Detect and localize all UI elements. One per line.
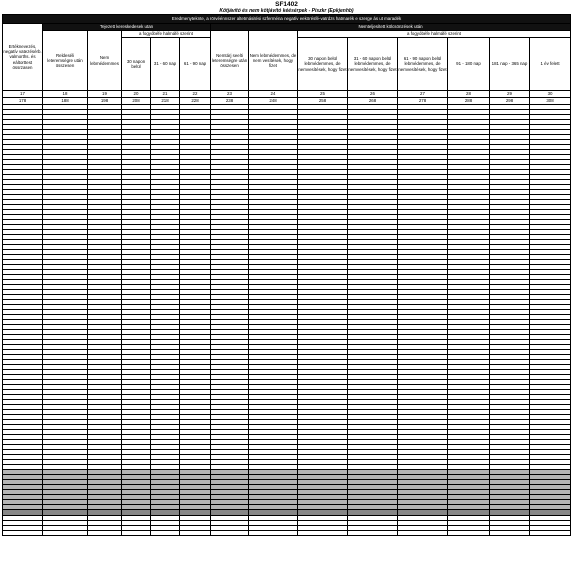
table-title: Eredmenyteknte, a rörvéénnszer altetmásitési szferména negatív eekörésfé-vatrdzs hatmarék e szerge ás ut maradék xyxy=(3,15,571,24)
group-header-right: Nemteljesített kölcsönzések után xyxy=(211,24,571,31)
column-number: 21 xyxy=(151,91,180,98)
col-header-10: 31 - 60 napon belül lebmédemmes, de nemvesítések, hogy fizet xyxy=(348,38,398,91)
col-header-8: Nem lebmédemmes, de nem vesítések, hogy fizet xyxy=(249,31,298,91)
column-number: 29 xyxy=(490,91,530,98)
column-number: 20 xyxy=(122,91,151,98)
table-cell[interactable] xyxy=(448,531,490,536)
table-cell[interactable] xyxy=(3,531,43,536)
row-code: 178 xyxy=(3,98,43,105)
table-cell[interactable] xyxy=(249,531,298,536)
row-code: 228 xyxy=(180,98,211,105)
row-code: 258 xyxy=(298,98,348,105)
col-header-2: Reldeséli leteremségre után összesen xyxy=(43,31,88,91)
row-code: 238 xyxy=(211,98,249,105)
column-number: 26 xyxy=(348,91,398,98)
table-cell[interactable] xyxy=(43,531,88,536)
col-header-9: 30 napon belül lebmédemmes, de nemvesítések, hogy fizet xyxy=(298,38,348,91)
table-cell[interactable] xyxy=(180,531,211,536)
row-code: 288 xyxy=(448,98,490,105)
row-code: 298 xyxy=(490,98,530,105)
group-header-left: Tejezett kereskedesek utan xyxy=(43,24,211,31)
table-cell[interactable] xyxy=(122,531,151,536)
column-number: 28 xyxy=(448,91,490,98)
table-cell[interactable] xyxy=(151,531,180,536)
row-code: 218 xyxy=(151,98,180,105)
row-code: 208 xyxy=(122,98,151,105)
report-grid xyxy=(2,14,571,536)
col-header-11: 61 - 90 napon belül lebmédemmes, de nemvesítések, hogy fizet xyxy=(398,38,448,91)
row-code: 308 xyxy=(530,98,571,105)
row-code: 248 xyxy=(249,98,298,105)
table-cell[interactable] xyxy=(88,531,122,536)
row-code: 198 xyxy=(88,98,122,105)
row-code-row xyxy=(3,98,571,105)
table-cell[interactable] xyxy=(530,531,571,536)
col-header-5: 31 - 60 nap xyxy=(151,38,180,91)
table-cell[interactable] xyxy=(298,531,348,536)
table-row xyxy=(3,531,571,536)
column-number: 19 xyxy=(88,91,122,98)
column-number: 24 xyxy=(249,91,298,98)
col-header-12: 91 - 180 nap xyxy=(448,38,490,91)
col-header-7: Nemtárj seelti leteremségre után összesen xyxy=(211,31,249,91)
table-cell[interactable] xyxy=(348,531,398,536)
column-number: 22 xyxy=(180,91,211,98)
col-header-13: 181 nap - 365 nap xyxy=(490,38,530,91)
subgroup-header-right: a fogyóbéfe halmáfé szerint xyxy=(298,31,571,38)
col-header-1: Ertéknevezés, negatív vatezésérb. valmorths. és eáltorttest össrzasen xyxy=(3,24,43,91)
col-header-3: Nem lebmédemmes xyxy=(88,31,122,91)
row-code: 188 xyxy=(43,98,88,105)
column-number: 17 xyxy=(3,91,43,98)
subgroup-header-left: a fogyóbéfe halmáfé szerint xyxy=(122,31,211,38)
col-header-4: 30 napon belül xyxy=(122,38,151,91)
table-cell[interactable] xyxy=(398,531,448,536)
column-number: 18 xyxy=(43,91,88,98)
column-number: 23 xyxy=(211,91,249,98)
col-header-14: 1 év felett xyxy=(530,38,571,91)
form-subtitle: Kötjávító és nem kötjávító kéésérpek - Piszkr (Epkjenhb) xyxy=(219,8,354,14)
col-header-6: 61 - 90 nap xyxy=(180,38,211,91)
row-code: 278 xyxy=(398,98,448,105)
table-cell[interactable] xyxy=(490,531,530,536)
form-code: SF1402 xyxy=(275,1,298,8)
column-number: 25 xyxy=(298,91,348,98)
table-cell[interactable] xyxy=(211,531,249,536)
row-code: 268 xyxy=(348,98,398,105)
column-number: 30 xyxy=(530,91,571,98)
column-number: 27 xyxy=(398,91,448,98)
column-number-row xyxy=(3,91,571,98)
grid-body xyxy=(3,105,571,536)
